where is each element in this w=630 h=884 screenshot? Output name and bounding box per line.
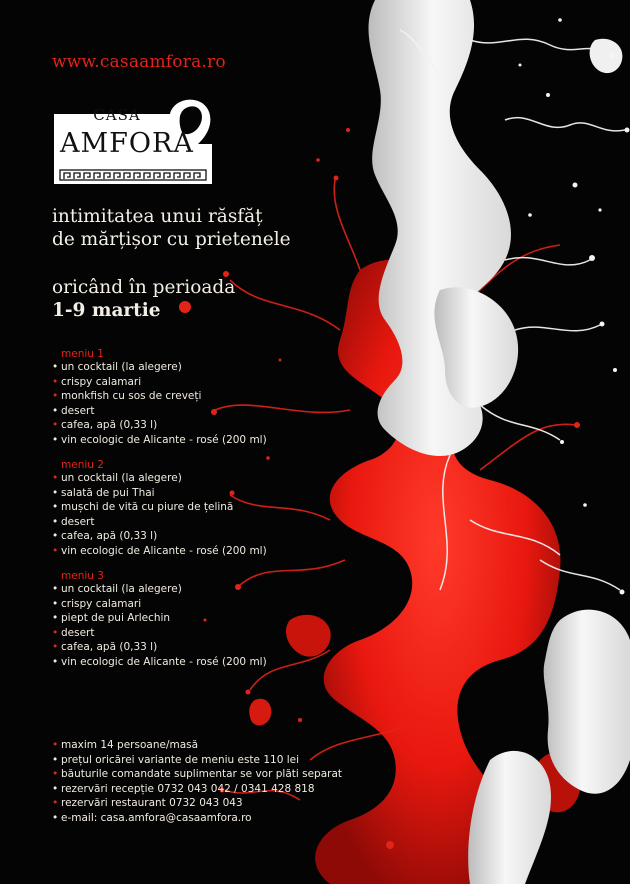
menu-2 bbox=[52, 459, 312, 558]
info-item-price: • prețul oricărei variante de meniu este 110 lei bbox=[52, 753, 412, 768]
menu-item: • crispy calamari bbox=[52, 375, 312, 390]
menu-item: • vin ecologic de Alicante - rosé (200 ml) bbox=[52, 433, 312, 448]
menu-item: • desert bbox=[52, 404, 312, 419]
website-url[interactable]: www.casaamfora.ro bbox=[52, 52, 226, 72]
menu-item: • cafea, apă (0,33 l) bbox=[52, 418, 312, 433]
menu-list bbox=[52, 348, 312, 681]
headline-line-1: intimitatea unui răsfăț bbox=[52, 206, 263, 227]
menu-title: meniu 2 bbox=[61, 459, 104, 471]
period-dates: 1-9 martie bbox=[52, 300, 161, 321]
menu-item: • un cocktail (la alegere) bbox=[52, 582, 312, 597]
menu-item: • piept de pui Arlechin bbox=[52, 611, 312, 626]
info-item-restaurant-phone[interactable]: • rezervări restaurant 0732 043 043 bbox=[52, 796, 412, 811]
menu-3 bbox=[52, 570, 312, 669]
headline-line-2: de mărțișor cu prietenele bbox=[52, 229, 291, 250]
menu-item: • monkfish cu sos de creveți bbox=[52, 389, 312, 404]
casa-amfora-logo bbox=[52, 98, 214, 186]
info-item-capacity: • maxim 14 persoane/masă bbox=[52, 738, 412, 753]
info-item-drinks: • băuturile comandate suplimentar se vor plăti separat bbox=[52, 767, 412, 782]
menu-item: • desert bbox=[52, 626, 312, 641]
info-item-reception-phone[interactable]: • rezervări recepție 0732 043 042 / 0341 428 818 bbox=[52, 782, 412, 797]
logo-amfora-text: AMFORA bbox=[60, 128, 194, 159]
menu-item: • desert bbox=[52, 515, 312, 530]
logo-casa-text: CASA bbox=[93, 106, 141, 124]
period-line: oricând în perioada bbox=[52, 277, 236, 298]
menu-title: meniu 3 bbox=[61, 570, 104, 582]
menu-item: • cafea, apă (0,33 l) bbox=[52, 640, 312, 655]
menu-item: • vin ecologic de Alicante - rosé (200 ml) bbox=[52, 544, 312, 559]
info-item-email[interactable]: • e-mail: casa.amfora@casaamfora.ro bbox=[52, 811, 412, 826]
info-list bbox=[52, 738, 412, 825]
menu-1 bbox=[52, 348, 312, 447]
menu-item: • crispy calamari bbox=[52, 597, 312, 612]
menu-item: • un cocktail (la alegere) bbox=[52, 471, 312, 486]
menu-item: • vin ecologic de Alicante - rosé (200 ml) bbox=[52, 655, 312, 670]
period bbox=[52, 276, 352, 322]
menu-item: • un cocktail (la alegere) bbox=[52, 360, 312, 375]
menu-item: • salată de pui Thai bbox=[52, 486, 312, 501]
menu-item: • mușchi de vită cu piure de țelină bbox=[52, 500, 312, 515]
headline bbox=[52, 205, 352, 251]
menu-title: meniu 1 bbox=[61, 348, 104, 360]
menu-item: • cafea, apă (0,33 l) bbox=[52, 529, 312, 544]
